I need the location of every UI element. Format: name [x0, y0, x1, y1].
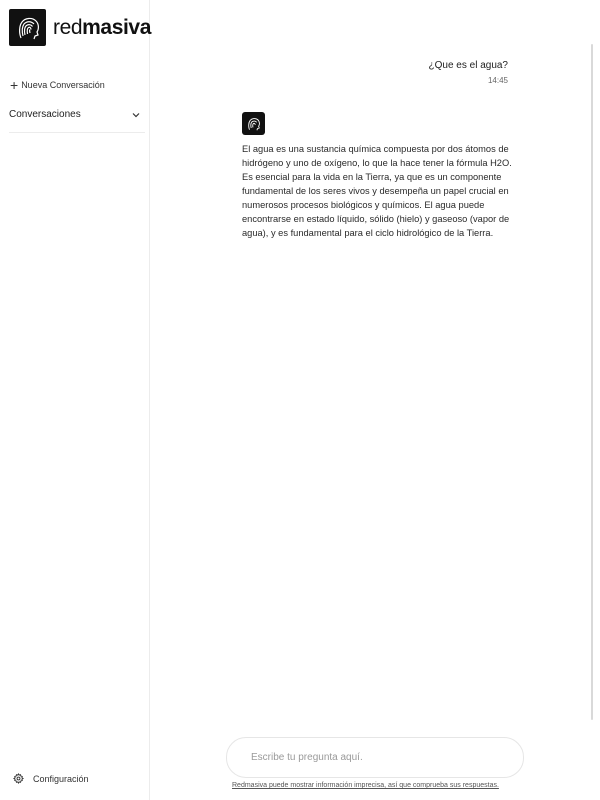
question-input-container[interactable] — [226, 737, 524, 778]
user-message-time: 14:45 — [487, 76, 508, 85]
settings-label: Configuración — [33, 773, 89, 784]
brand[interactable] — [9, 9, 151, 46]
brand-name-light: red — [53, 15, 83, 39]
new-conversation-button[interactable] — [10, 78, 105, 92]
new-conversation-label: Nueva Conversación — [21, 80, 105, 90]
disclaimer-text[interactable]: Redmasiva puede mostrar información imprecisa, así que comprueba sus respuestas. — [232, 782, 499, 789]
question-input[interactable] — [249, 751, 523, 764]
brand-name — [53, 16, 151, 40]
plus-icon: + — [10, 77, 19, 93]
conversations-label: Conversaciones — [9, 109, 81, 120]
settings-button[interactable] — [13, 773, 89, 784]
chevron-down-icon — [131, 110, 141, 120]
brand-name-bold: masiva — [82, 15, 151, 39]
bot-message-text: El agua es una sustancia química compuesta por dos átomos de hidrógeno y uno de oxígeno, lo que la hace tener la fórmula H2O. Es esencial para la vida en la Tierra, ya que es un componente fundamental de los seres vivos y desempeña un papel crucial en numerosos procesos biológicos y químicos. El agua puede encontrarse en estado líquido, sólido (hielo) y gaseoso (vapor de agua), y es fundamental para el ciclo hidrológico de la Tierra. — [242, 144, 512, 238]
gear-icon — [13, 773, 24, 784]
scrollbar[interactable] — [591, 44, 593, 720]
sidebar — [0, 0, 150, 800]
fingerprint-head-icon — [9, 9, 46, 46]
conversations-dropdown[interactable] — [9, 109, 145, 133]
user-message-text: ¿Que es el agua? — [428, 60, 508, 71]
chat-area — [150, 0, 600, 800]
user-message — [429, 60, 509, 85]
bot-avatar-icon — [242, 112, 265, 135]
